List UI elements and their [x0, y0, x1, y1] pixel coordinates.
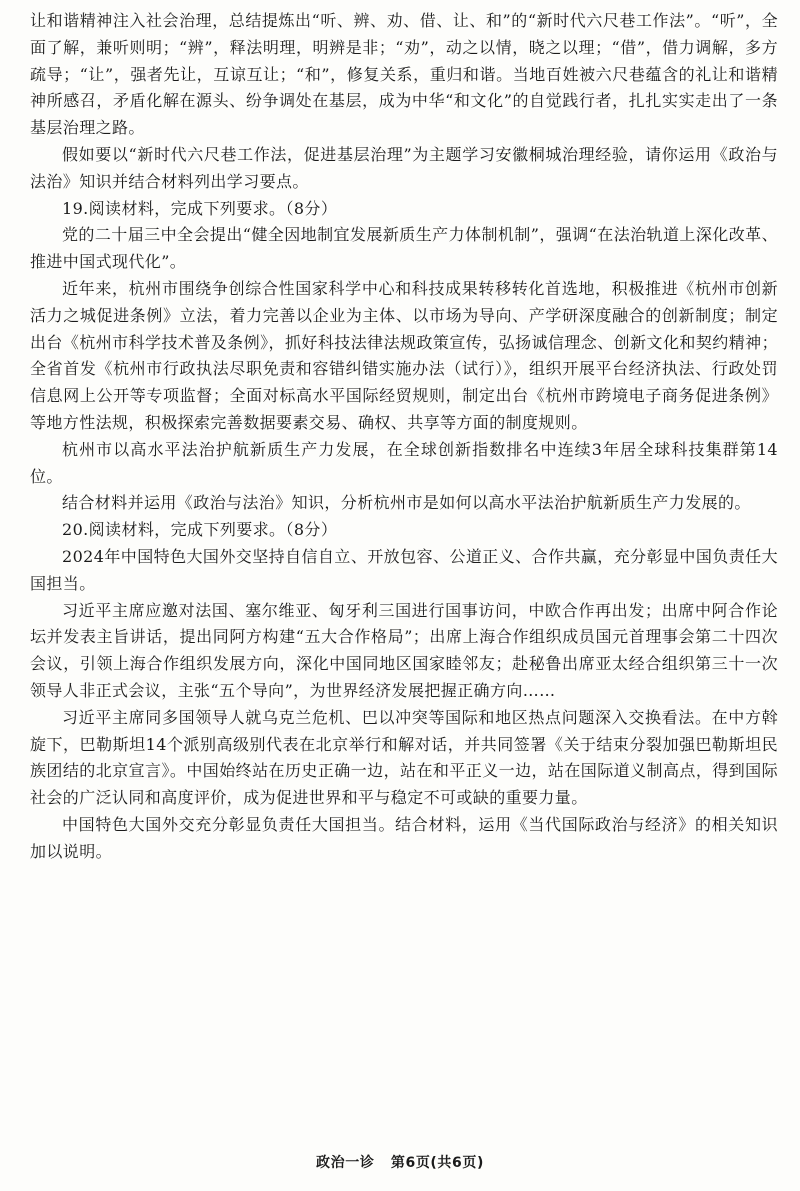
page-footer	[0, 1152, 800, 1172]
question-19-heading: 19.阅读材料，完成下列要求。（8分）	[62, 198, 338, 218]
q19-material-paragraph: 近年来，杭州市围绕争创综合性国家科学中心和科技成果转移转化首选地，积极推进《杭州市创新活力之城促进条例》立法，着力完善以企业为主体、以市场为导向、产学研深度融合的创新制度；制定出台《杭州市科学技术普及条例》，抓好科技法律法规政策宣传，弘扬诚信理念、创新文化和契约精神；全省首发《杭州市行政执法尽职免责和容错纠错实施办法（试行）》，组织开展平台经济执法、行政处罚信息网上公开等专项监督；全面对标高水平国际经贸规则，制定出台《杭州市跨境电子商务促进条例》等地方性法规，积极探索完善数据要素交易、确权、共享等方面的制度规则。	[30, 278, 778, 432]
q19-material-paragraph: 杭州市以高水平法治护航新质生产力发展，在全球创新指数排名中连续3年居全球科技集群第14位。	[30, 439, 778, 486]
q20-material-paragraph: 2024年中国特色大国外交坚持自信自立、开放包容、公道正义、合作共赢，充分彰显中国负责任大国担当。	[30, 546, 778, 593]
q20-material-paragraph: 习近平主席应邀对法国、塞尔维亚、匈牙利三国进行国事访问，中欧合作再出发；出席中阿合作论坛并发表主旨讲话，提出同阿方构建“五大合作格局”；出席上海合作组织成员国元首理事会第二十四次会议，引领上海合作组织发展方向，深化中国同地区国家睦邻友；赴秘鲁出席亚太经合组织第三十一次领导人非正式会议，主张“五个导向”，为世界经济发展把握正确方向……	[30, 600, 778, 700]
q20-material-paragraph: 习近平主席同多国领导人就乌克兰危机、巴以冲突等国际和地区热点问题深入交换看法。在中方斡旋下，巴勒斯坦14个派别高级别代表在北京举行和解对话，并共同签署《关于结束分裂加强巴勒斯坦民族团结的北京宣言》。中国始终站在历史正确一边，站在和平正义一边，站在国际道义制高点，得到国际社会的广泛认同和高度评价，成为促进世界和平与稳定不可或缺的重要力量。	[30, 707, 778, 808]
q19-material-paragraph: 党的二十届三中全会提出“健全因地制宜发展新质生产力体制机制”，强调“在法治轨道上深化改革、推进中国式现代化”。	[30, 225, 778, 272]
page-content	[30, 8, 778, 866]
footer-subject: 政治一诊	[316, 1155, 375, 1171]
question-19-prompt: 结合材料并运用《政治与法治》知识，分析杭州市是如何以高水平法治护航新质生产力发展的。	[62, 493, 751, 513]
question-20-prompt: 中国特色大国外交充分彰显负责任大国担当。结合材料，运用《当代国际政治与经济》的相关知识加以说明。	[30, 814, 778, 861]
question-20-heading: 20.阅读材料，完成下列要求。（8分）	[62, 520, 338, 540]
material-paragraph-continued: 让和谐精神注入社会治理，总结提炼出“听、辨、劝、借、让、和”的“新时代六尺巷工作法”。“听”，全面了解，兼听则明；“辨”，释法明理，明辨是非；“劝”，动之以情，晓之以理；“借”，借力调解，多方疏导；“让”，强者先让，互谅互让；“和”，修复关系，重归和谐。当地百姓被六尺巷蕴含的礼让和谐精神所感召，矛盾化解在源头、纷争调处在基层，成为中华“和文化”的自觉践行者，扎扎实实走出了一条基层治理之路。	[30, 11, 778, 138]
footer-page-number: 第6页(共6页)	[390, 1155, 484, 1171]
question-18-prompt: 假如要以“新时代六尺巷工作法，促进基层治理”为主题学习安徽桐城治理经验，请你运用《政治与法治》知识并结合材料列出学习要点。	[30, 144, 778, 191]
